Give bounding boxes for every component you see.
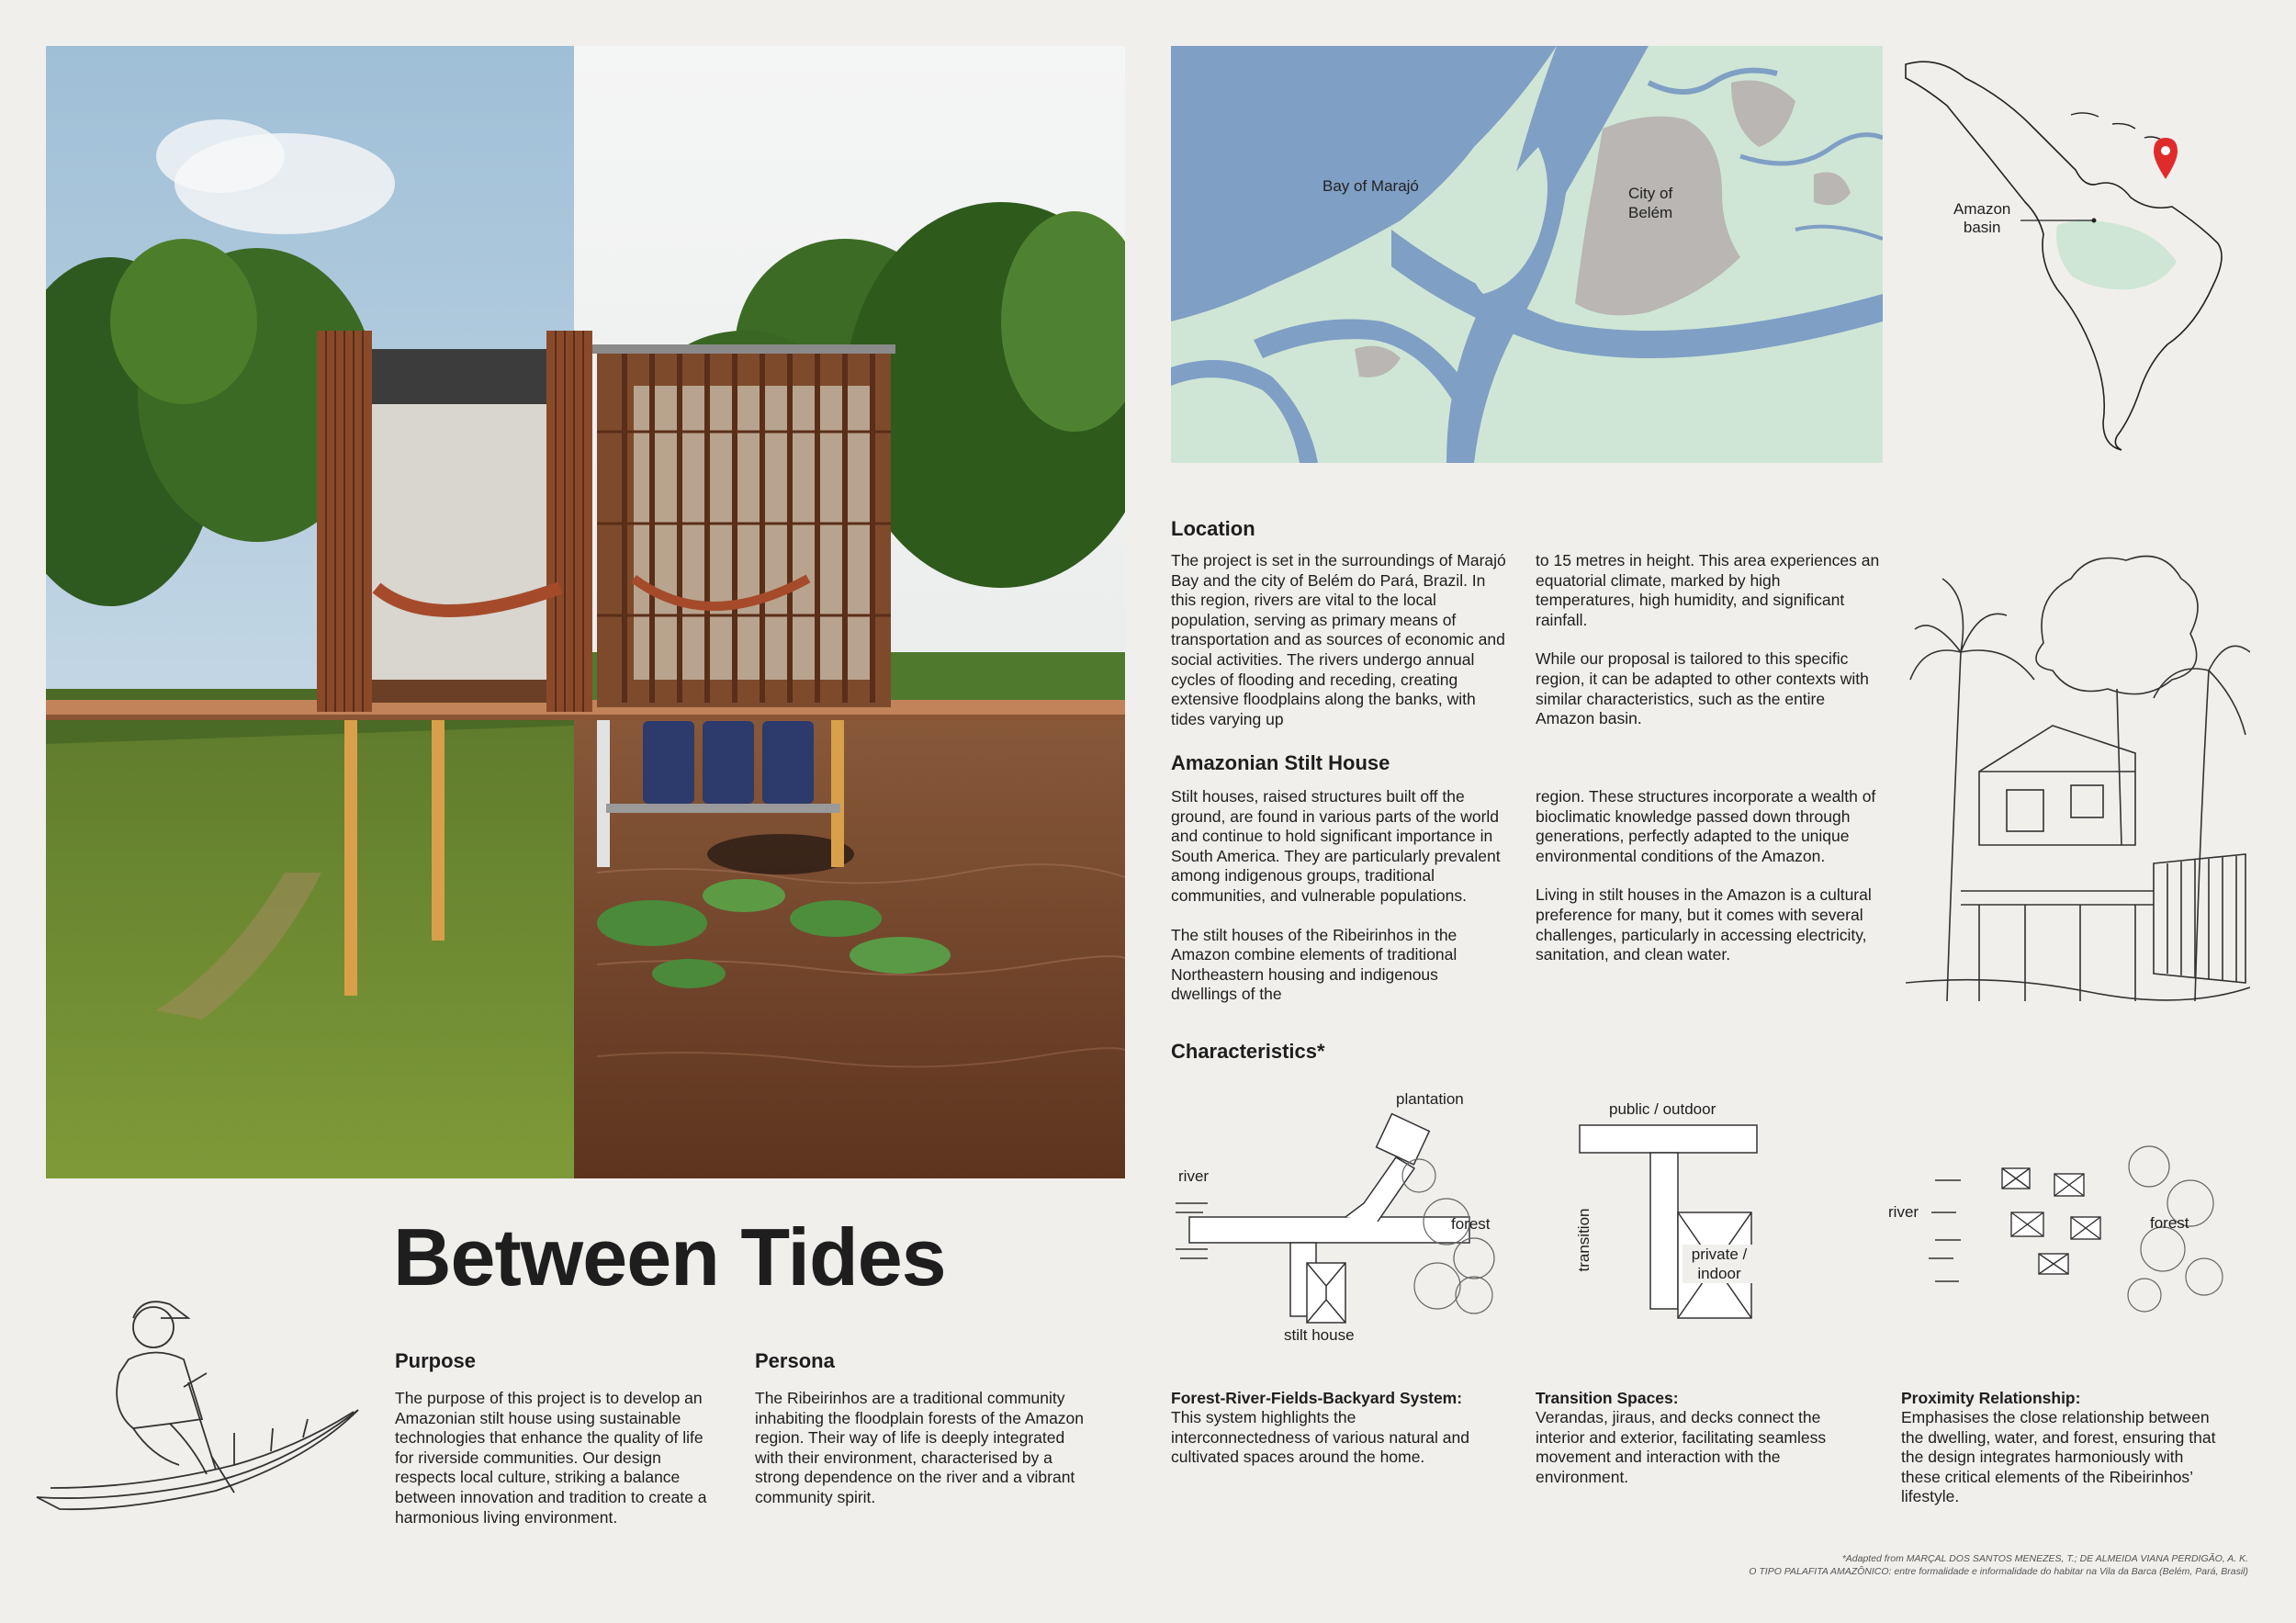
river-label-1: river — [1178, 1167, 1210, 1185]
city-label-line2: Belém — [1628, 204, 1673, 221]
stilt-col2 — [1536, 787, 1880, 965]
boatman-sketch — [32, 1272, 363, 1511]
caption-3-title: Proximity Relationship: — [1901, 1389, 2081, 1407]
characteristics-heading: Characteristics* — [1171, 1040, 1325, 1063]
footnote-line1: *Adapted from MARÇAL DOS SANTOS MENEZES, T.; DE ALMEIDA VIANA PERDIGÃO, A. K. — [1841, 1553, 2248, 1564]
location-heading: Location — [1171, 517, 1255, 540]
stilt-text-1: Stilt houses, raised structures built off the ground, are found in various parts of the world and continue to hold significant importance in South America. They are particularly prevalent among indigenous groups, traditional communities, and vulnerable populations. — [1171, 787, 1501, 905]
private-label: private / — [1691, 1245, 1748, 1263]
public-outdoor-label: public / outdoor — [1609, 1100, 1716, 1118]
location-text-2: to 15 metres in height. This area experiences an equatorial climate, marked by high temperatures, high humidity, and significant rainfall. — [1536, 551, 1880, 629]
page-title: Between Tides — [393, 1212, 946, 1302]
forest-label-2: forest — [2150, 1214, 2189, 1232]
purpose-col — [395, 1389, 716, 1527]
caption-transition — [1536, 1389, 1852, 1487]
render-image — [46, 46, 1125, 1178]
regional-map — [1171, 46, 1883, 463]
location-text-3: While our proposal is tailored to this specific region, it can be adapted to other contexts with similar characteristics, such as the entire Amazon basin. — [1536, 649, 1869, 728]
caption-1-text: This system highlights the interconnectedness of various natural and cultivated spaces around the home. — [1171, 1408, 1469, 1467]
stilt-heading: Amazonian Stilt House — [1171, 751, 1390, 774]
amazon-label-line2: basin — [1963, 219, 2001, 236]
stilt-text-4: Living in stilt houses in the Amazon is a cultural preference for many, but it comes with several challenges, particularly in accessing electricity, sanitation, and clean water. — [1536, 885, 1872, 964]
caption-proximity — [1901, 1389, 2218, 1507]
footnote — [1749, 1552, 2248, 1578]
stilt-house-label: stilt house — [1284, 1326, 1355, 1344]
continent-map — [1901, 51, 2250, 455]
caption-3-text: Emphasises the close relationship between the dwelling, water, and forest, ensuring that the design integrates harmoniously with these critical elements of the Ribeirinhos’ lifestyle. — [1901, 1408, 2216, 1506]
plantation-label: plantation — [1396, 1090, 1464, 1108]
location-col1 — [1171, 551, 1506, 729]
city-label-line1: City of — [1628, 185, 1673, 202]
purpose-heading: Purpose — [395, 1349, 477, 1372]
purpose-text: The purpose of this project is to develop an Amazonian stilt house using sustainable technologies that enhance the quality of life for riverside communities. Our design respects local culture, striking a balance between innovation and tradition to create a harmonious living environment. — [395, 1389, 707, 1527]
transition-label: transition — [1575, 1208, 1593, 1272]
amazon-label — [1953, 200, 2010, 237]
diagram-transition — [1561, 1102, 1800, 1350]
amazon-label-line1: Amazon — [1953, 200, 2011, 218]
location-text-1: The project is set in the surroundings of Marajó Bay and the city of Belém do Pará, Brazil. In this region, rivers are vital to the local population, serving as primary means of transportation and as sources of economic and social activities. The rivers undergo annual cycles of flooding and receding, creating extensive floodplains along the banks, with tides varying up — [1171, 551, 1506, 728]
location-pin-icon — [2154, 138, 2178, 179]
persona-text: The Ribeirinhos are a traditional community inhabiting the floodplain forests of the Amazon region. Their way of life is deeply integrated with their environment, characterised by a strong dependence on the river and a vibrant community spirit. — [755, 1389, 1085, 1506]
caption-forest-river — [1171, 1389, 1492, 1468]
forest-label-1: forest — [1451, 1215, 1491, 1233]
city-label — [1628, 184, 1672, 222]
indoor-label: indoor — [1697, 1265, 1741, 1282]
persona-heading: Persona — [755, 1349, 835, 1372]
river-label-2: river — [1888, 1203, 1919, 1221]
caption-1-title: Forest-River-Fields-Backyard System: — [1171, 1389, 1463, 1407]
private-indoor-label — [1683, 1245, 1756, 1283]
persona-col — [755, 1389, 1086, 1508]
location-col2 — [1536, 551, 1880, 729]
diagram-forest-river — [1171, 1090, 1502, 1350]
diagram-proximity — [1887, 1130, 2250, 1323]
stilt-text-2: The stilt houses of the Ribeirinhos in the Amazon combine elements of traditional Northeastern housing and indigenous dwellings of the — [1171, 925, 1458, 1004]
stilt-col1 — [1171, 787, 1506, 1005]
bay-label: Bay of Marajó — [1322, 177, 1419, 195]
caption-2-title: Transition Spaces: — [1536, 1389, 1679, 1407]
caption-2-text: Verandas, jiraus, and decks connect the interior and exterior, facilitating seamless movement and interaction with the environment. — [1536, 1408, 1827, 1486]
footnote-line2: O TIPO PALAFITA AMAZÔNICO: entre formalidade e informalidade do habitar na Vila da Barca (Belém, Pará, Brasil) — [1749, 1566, 2248, 1577]
stilt-house-sketch — [1906, 542, 2250, 1001]
stilt-text-3: region. These structures incorporate a wealth of bioclimatic knowledge passed down through generations, perfectly adapted to the unique environmental conditions of the Amazon. — [1536, 787, 1876, 865]
